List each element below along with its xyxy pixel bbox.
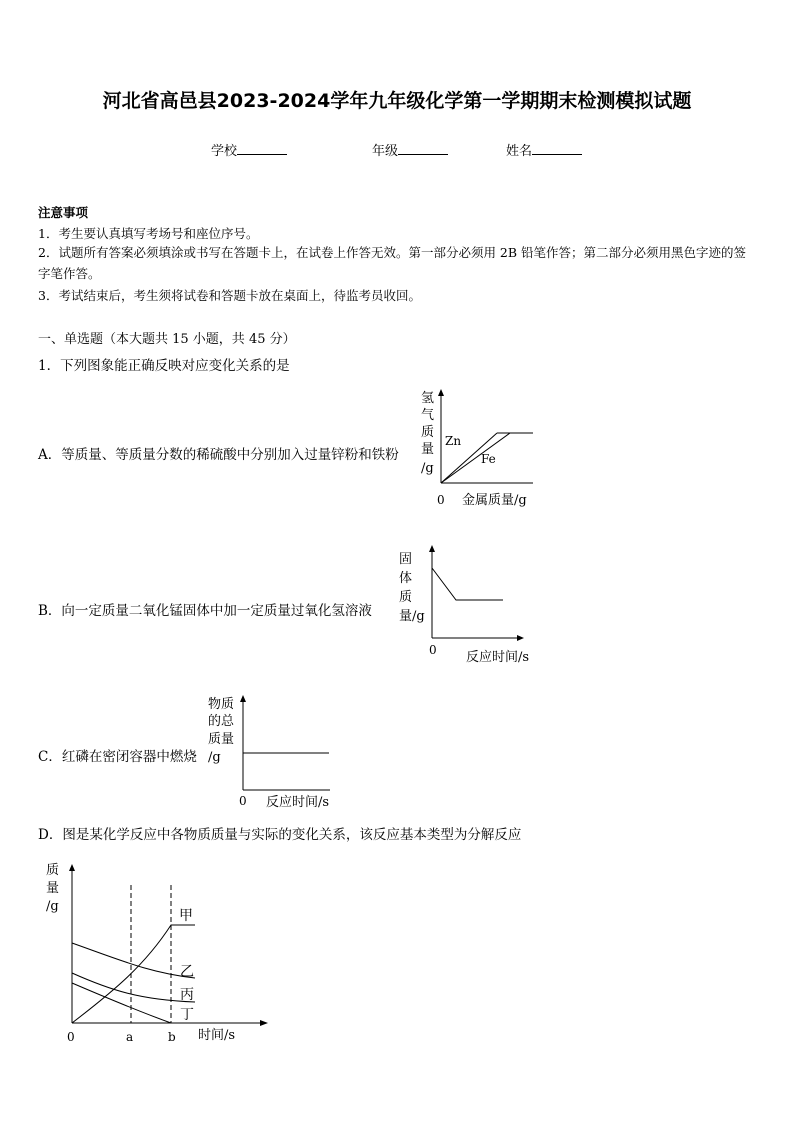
graph-b-curve: [432, 568, 503, 600]
note-1: 1．考生要认真填写考场号和座位序号。: [38, 226, 259, 241]
option-d: D．图是某化学反应中各物质质量与实际的变化关系，该反应基本类型为分解反应: [38, 827, 522, 843]
graph-a-ylabel-4: 量: [421, 442, 435, 457]
question-stem: 1．下列图象能正确反映对应变化关系的是: [38, 358, 290, 374]
graph-c: [205, 692, 345, 812]
graph-a-ylabel-1: 氢: [421, 391, 435, 406]
note-2: 2．试题所有答案必须填涂或书写在答题卡上，在试卷上作答无效。第一部分必须用 2B 铅笔作答；第二部分必须用黑色字迹的签字笔作答。: [38, 245, 747, 281]
graph-d-ylabel-1: 质: [46, 863, 60, 878]
graph-b-ylabel-2: 体: [399, 571, 413, 586]
graph-a-xlabel: 金属质量/g: [462, 493, 527, 508]
graph-c-origin: 0: [239, 794, 247, 808]
graph-d-x-arrow: [260, 1020, 268, 1026]
graph-a-ylabel-5: /g: [421, 461, 434, 476]
graph-d-curve-ding: [72, 983, 171, 1023]
graph-d-curve-bing: [72, 973, 195, 1002]
school-blank[interactable]: [237, 142, 287, 155]
section-heading: 一、单选题（本大题共 15 小题，共 45 分）: [38, 332, 296, 347]
graph-d: [40, 855, 285, 1050]
graph-d-tick-a: a: [126, 1030, 134, 1044]
graph-a-ylabel-2: 气: [421, 408, 435, 423]
option-b: B．向一定质量二氧化锰固体中加一定质量过氧化氢溶液: [38, 603, 372, 619]
name-blank[interactable]: [532, 142, 582, 155]
graph-d-ylabel-3: /g: [46, 899, 59, 914]
graph-d-label-jia: 甲: [179, 908, 193, 924]
graph-a-label-zn: Zn: [445, 434, 462, 448]
grade-field: [372, 140, 448, 159]
school-field: [211, 140, 287, 159]
option-c: C．红磷在密闭容器中燃烧: [38, 749, 197, 765]
graph-b-origin: 0: [429, 643, 437, 657]
graph-c-y-arrow: [240, 695, 246, 702]
graph-d-label-yi: 乙: [180, 964, 194, 980]
name-field: [506, 140, 582, 159]
graph-d-xlabel: 时间/s: [198, 1028, 236, 1043]
graph-c-ylabel-2: 的总: [208, 714, 235, 729]
grade-label: 年级: [372, 144, 399, 159]
graph-c-ylabel-4: /g: [208, 750, 221, 765]
graph-a-label-fe: Fe: [481, 452, 496, 466]
graph-d-ylabel-2: 量: [46, 881, 60, 896]
graph-b-ylabel-3: 质: [399, 590, 413, 605]
option-a: A．等质量、等质量分数的稀硫酸中分别加入过量锌粉和铁粉: [38, 447, 399, 463]
graph-a: [415, 385, 540, 515]
graph-d-label-bing: 丙: [180, 987, 194, 1003]
graph-d-label-ding: 丁: [180, 1007, 194, 1023]
graph-a-y-arrow: [438, 389, 444, 396]
graph-b-xlabel: 反应时间/s: [466, 650, 530, 665]
graph-c-ylabel-3: 质量: [208, 732, 235, 747]
graph-b-ylabel-4: 量/g: [399, 609, 425, 624]
graph-c-ylabel-1: 物质: [208, 697, 235, 712]
notes-heading: 注意事项: [38, 205, 89, 220]
school-label: 学校: [211, 144, 238, 159]
graph-a-origin: 0: [437, 493, 445, 507]
graph-d-y-arrow: [69, 864, 75, 871]
page-title: 河北省高邑县2023-2024学年九年级化学第一学期期末检测模拟试题: [102, 90, 692, 112]
graph-b-x-arrow: [517, 635, 524, 641]
graph-b: [395, 543, 545, 668]
graph-d-tick-b: b: [168, 1030, 176, 1044]
grade-blank[interactable]: [398, 142, 448, 155]
graph-d-curve-yi: [72, 943, 195, 978]
graph-d-origin: 0: [67, 1030, 75, 1044]
graph-b-ylabel-1: 固: [399, 552, 413, 567]
graph-a-ylabel-3: 质: [421, 425, 435, 440]
note-3: 3．考试结束后，考生须将试卷和答题卡放在桌面上，待监考员收回。: [38, 288, 421, 303]
name-label: 姓名: [506, 144, 533, 159]
graph-c-xlabel: 反应时间/s: [266, 795, 330, 810]
graph-b-y-arrow: [429, 545, 435, 552]
